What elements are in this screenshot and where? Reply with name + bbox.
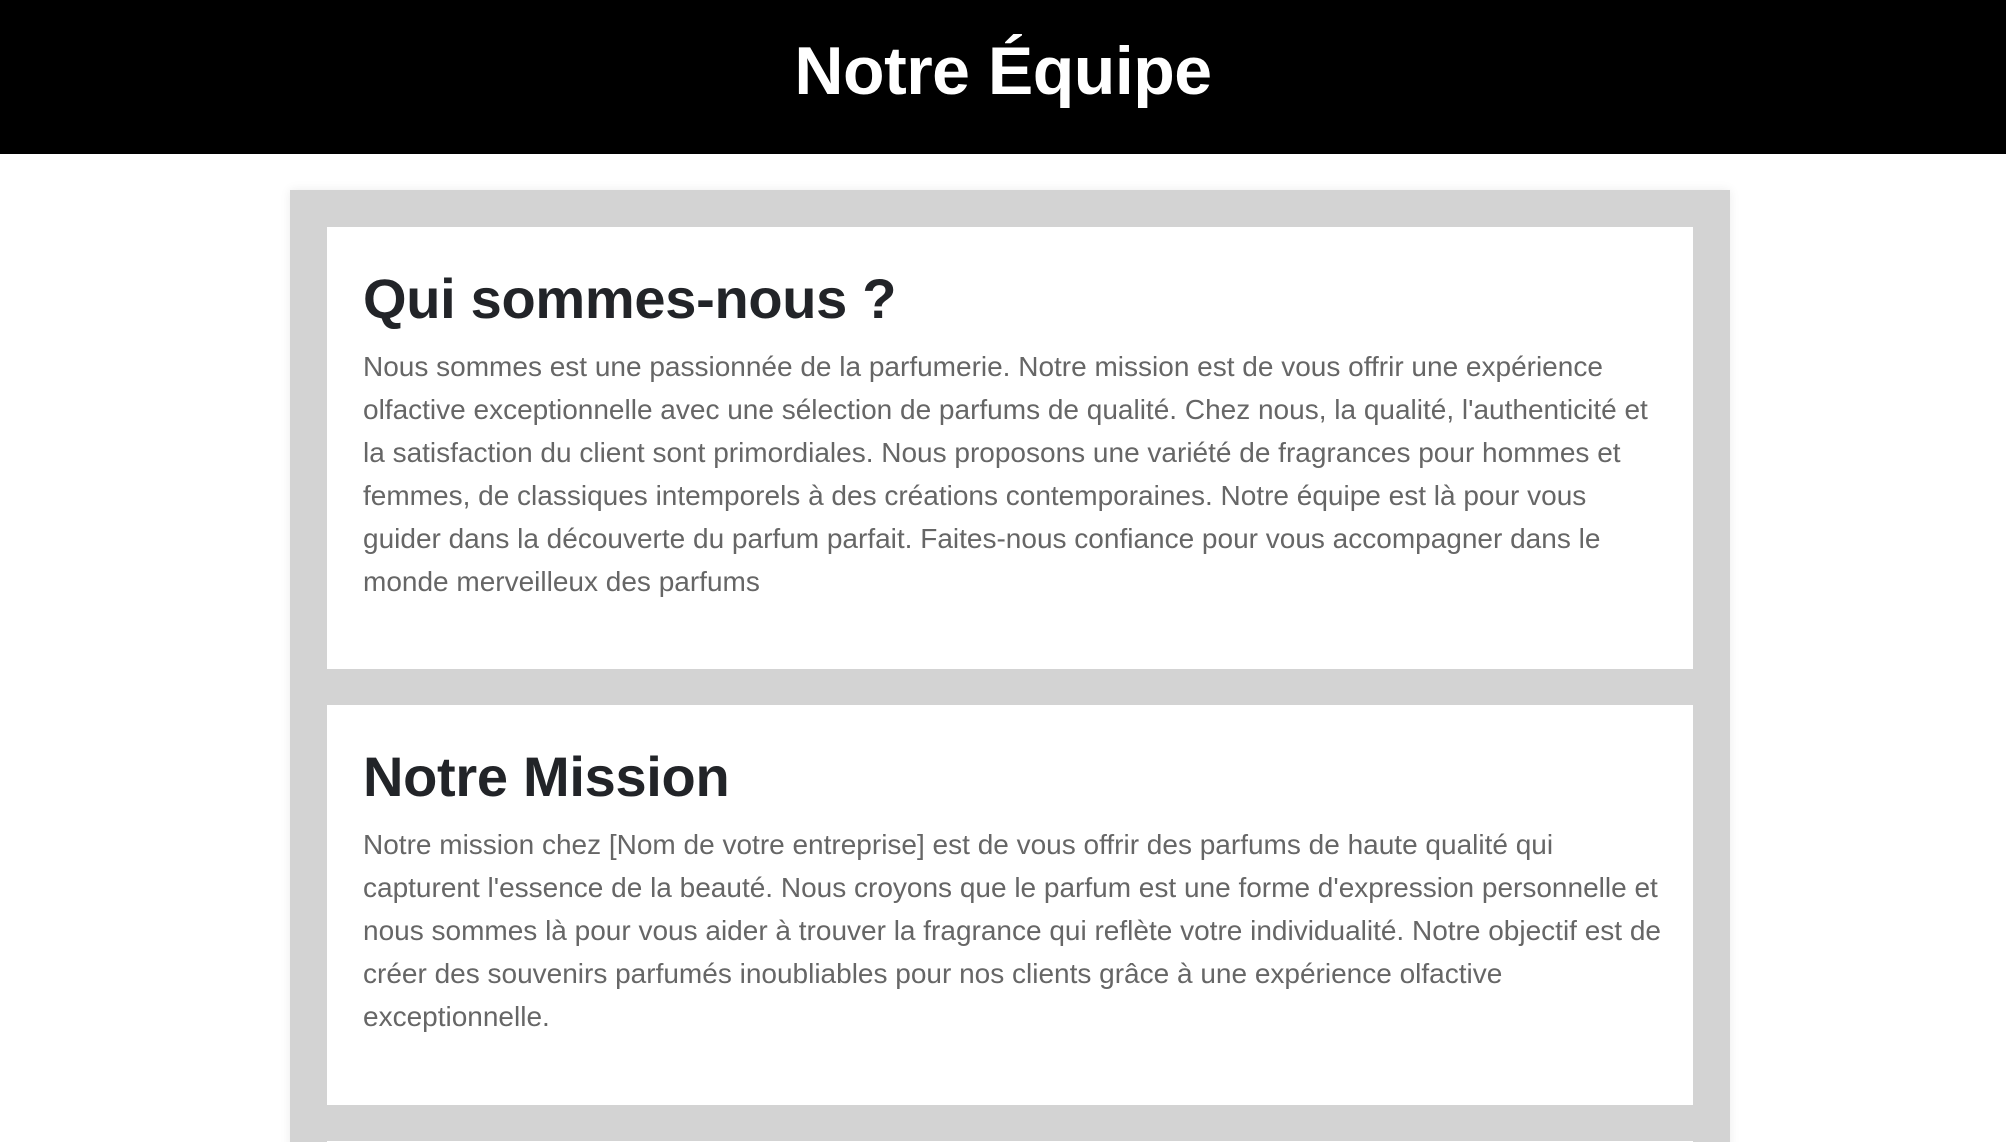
about-heading: Qui sommes-nous ? xyxy=(363,267,897,330)
page-title: Notre Équipe xyxy=(794,33,1212,109)
site-header xyxy=(0,0,2006,154)
content-container xyxy=(290,190,1730,1142)
about-section xyxy=(327,227,1693,669)
mission-section xyxy=(327,705,1693,1105)
mission-text: Notre mission chez [Nom de votre entreprise] est de vous offrir des parfums de haute qualité qui capturent l'essence de la beauté. Nous croyons que le parfum est une forme d'expression personnelle et nous sommes là pour vous aider à trouver la fragrance qui reflète votre individualité. Notre objectif est de créer des souvenirs parfumés inoubliables pour nos clients grâce à une expérience olfactive exceptionnelle. xyxy=(363,829,1662,1032)
mission-heading: Notre Mission xyxy=(363,745,730,808)
about-text: Nous sommes est une passionnée de la parfumerie. Notre mission est de vous offrir une expérience olfactive exceptionnelle avec une sélection de parfums de qualité. Chez nous, la qualité, l'authenticité et la satisfaction du client sont primordiales. Nous proposons une variété de fragrances pour hommes et femmes, de classiques intemporels à des créations contemporaines. Notre équipe est là pour vous guider dans la découverte du parfum parfait. Faites-nous confiance pour vous accompagner dans le monde merveilleux des parfums xyxy=(363,351,1648,597)
